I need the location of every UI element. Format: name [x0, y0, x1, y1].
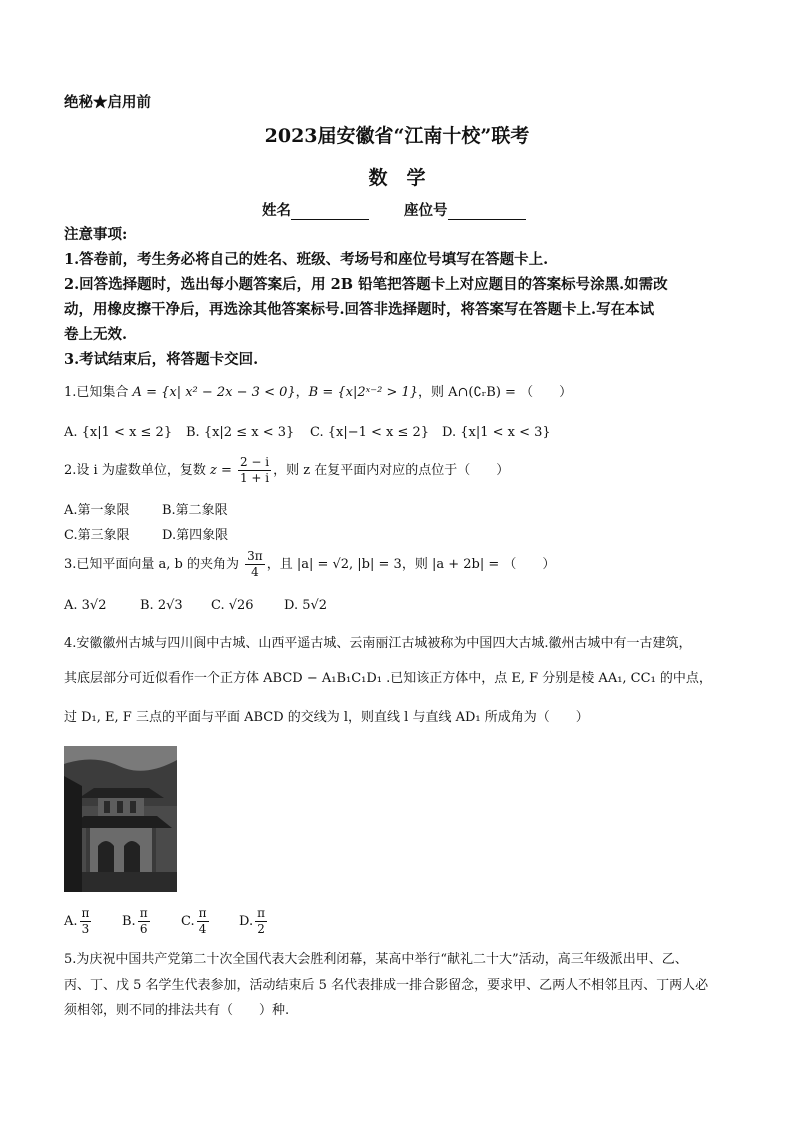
seat-blank[interactable] — [448, 205, 526, 220]
q2-option-b: B.第二象限 — [162, 503, 228, 518]
note-item: 3.考试结束后，将答题卡交回. — [64, 351, 259, 368]
q4-option-letter: C. — [181, 914, 195, 929]
q1-option-d: D. {x|1 < x < 3} — [442, 425, 551, 440]
exam-title: 2023届安徽省“江南十校”联考 — [264, 125, 530, 147]
q4-line: 4.安徽徽州古城与四川阆中古城、山西平遥古城、云南丽江古城被称为中国四大古城.徽州古城中有一古建筑， — [64, 636, 692, 651]
q1-set-a: A = {x| x² − 2x − 3 < 0} — [132, 385, 296, 400]
q4-line: 过 D₁, E, F 三点的平面与平面 ABCD 的交线为 l，则直线 l 与直线 AD₁ 所成角为（ ） — [64, 710, 589, 725]
building-illustration — [64, 746, 177, 892]
q2-frac-num: 2 − i — [239, 455, 270, 469]
name-blank[interactable] — [291, 205, 369, 220]
notes-heading: 注意事项: — [64, 226, 128, 243]
name-label: 姓名 — [262, 202, 291, 219]
frac-num: π — [139, 906, 148, 920]
frac-num: π — [81, 906, 90, 920]
q4-option-fraction — [197, 906, 209, 937]
q2-option-c: C.第三象限 — [64, 528, 130, 543]
q3-option-b: B. 2√3 — [140, 598, 183, 613]
seat-field[interactable] — [404, 199, 526, 220]
q3-angle-fraction — [245, 549, 265, 580]
q3-mid: ，且 |a| = √2, |b| = 3，则 |a + 2b| = （ ） — [266, 557, 556, 572]
q2-prefix: 2.设 i 为虚数单位，复数 — [64, 463, 206, 478]
q4-line: 其底层部分可近似看作一个正方体 ABCD − A₁B₁C₁D₁ .已知该正方体中，点 E, F 分别是棱 AA₁, CC₁ 的中点， — [64, 671, 712, 686]
q4-option-letter: D. — [239, 914, 254, 929]
name-field[interactable] — [262, 199, 369, 220]
q4-option-fraction — [255, 906, 267, 937]
q2-option-d: D.第四象限 — [162, 528, 229, 543]
q1-prefix: 1.已知集合 — [64, 385, 129, 400]
frac-den: 4 — [198, 922, 207, 936]
q1-stem — [64, 381, 572, 400]
frac-num: π — [257, 906, 265, 920]
frac-den: 2 — [257, 922, 265, 936]
q4-option-a — [64, 906, 93, 937]
q4-option-b — [122, 906, 152, 937]
frac-num: π — [198, 906, 207, 920]
frac-den: 3 — [81, 922, 90, 936]
q1-set-b: B = {x|2ˣ⁻² > 1} — [308, 385, 419, 400]
note-item: 卷上无效. — [64, 326, 128, 343]
q1-sep: ， — [295, 385, 309, 400]
q4-option-letter: B. — [122, 914, 136, 929]
q4-option-letter: A. — [64, 914, 78, 929]
q2-frac-den: 1 + i — [239, 471, 270, 485]
q3-option-a: A. 3√2 — [64, 598, 107, 613]
q1-option-c: C. {x|−1 < x ≤ 2} — [310, 425, 430, 440]
q4-option-fraction — [138, 906, 150, 937]
q3-stem — [64, 549, 555, 580]
q1-option-a: A. {x|1 < x ≤ 2} — [64, 425, 173, 440]
note-item: 1.答卷前，考生务必将自己的姓名、班级、考场号和座位号填写在答题卡上. — [64, 251, 549, 268]
q2-suffix: ，则 z 在复平面内对应的点位于（ ） — [273, 463, 510, 478]
q3-prefix: 3.已知平面向量 a, b 的夹角为 — [64, 557, 240, 572]
subject-title: 数 学 — [368, 167, 426, 189]
q2-stem — [64, 455, 509, 486]
q2-option-a: A.第一象限 — [64, 503, 130, 518]
q4-option-c — [181, 906, 211, 937]
secret-mark: 绝秘★启用前 — [64, 94, 151, 111]
note-item: 2.回答选择题时，选出每小题答案后，用 2B 铅笔把答题卡上对应题目的答案标号涂黑.如需改 — [64, 276, 668, 293]
frac-den: 6 — [139, 922, 148, 936]
q4-option-d — [239, 906, 269, 937]
q3-angle-den: 4 — [251, 565, 259, 579]
seat-label: 座位号 — [404, 202, 448, 219]
q1-option-b: B. {x|2 ≤ x < 3} — [186, 425, 295, 440]
q3-angle-num: 3π — [247, 549, 263, 563]
q5-line: 丙、丁、戊 5 名学生代表参加，活动结束后 5 名代表排成一排合影留念，要求甲、乙两人不相邻且丙、丁两人必 — [64, 978, 709, 993]
q5-line: 须相邻，则不同的排法共有（ ）种. — [64, 1003, 290, 1018]
ancient-building-photo — [64, 746, 177, 892]
q4-option-fraction — [80, 906, 92, 937]
q3-option-d: D. 5√2 — [284, 598, 328, 613]
q1-ask: ，则 A∩(∁ᵣB) = （ ） — [418, 385, 573, 400]
q5-line: 5.为庆祝中国共产党第二十次全国代表大会胜利闭幕，某高中举行“献礼二十大”活动，高三年级派出甲、乙、 — [64, 952, 688, 967]
q2-fraction — [238, 455, 271, 486]
q2-z: z = — [209, 463, 232, 478]
note-item: 动，用橡皮擦干净后，再选涂其他答案标号.回答非选择题时，将答案写在答题卡上.写在本试 — [64, 301, 655, 318]
q3-option-c: C. √26 — [211, 598, 254, 613]
